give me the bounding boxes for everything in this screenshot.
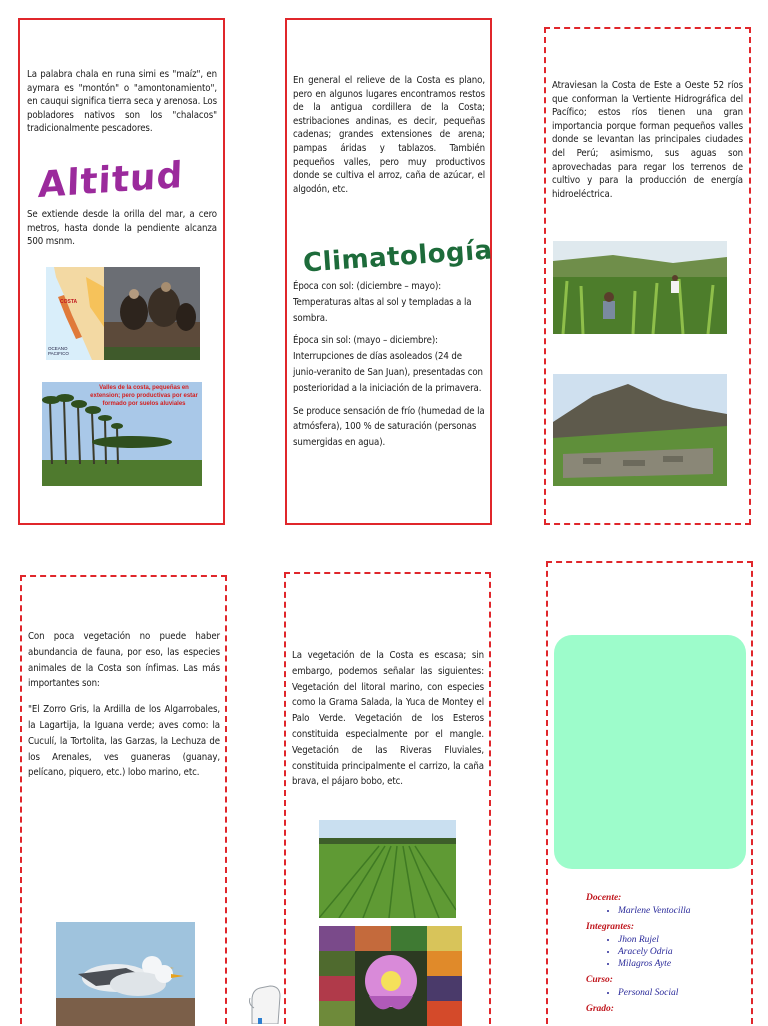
glove-icon <box>246 980 284 1024</box>
fauna-list-text: "El Zorro Gris, la Ardilla de los Algarrobales, la Lagartija, la Iguana verde; aves como: la Cuculí, la Tortolita, las Garzas, la Lechuza de los Arenales, ves guaneras (guanay, pelícano, piquero, etc.) lobo marino, etc. <box>28 704 220 779</box>
credits-list <box>586 893 751 1017</box>
panel-climatologia <box>285 18 492 525</box>
integrantes-label: Integrantes: <box>586 922 635 932</box>
epoca-sin-sol-text: Época sin sol: (mayo – diciembre): Interrupciones de días asoleados (24 de junio-veranito de San Juan), presentadas con posterioridad a la iniciación de la primavera. <box>293 335 483 394</box>
coastal-birds-photo <box>104 267 200 360</box>
title-box <box>554 635 746 869</box>
valles-caption: Valles de la costa, pequeñas en extension; pero productivas por estar formado por suelos aluviales <box>90 385 198 407</box>
docente-label: Docente: <box>586 893 622 903</box>
map-label-ocean: OCEANO PACIFICO <box>48 346 69 356</box>
docente-item: • Marlene Ventocilla <box>618 906 751 916</box>
frio-text: Se produce sensación de frío (humedad de la atmósfera), 100 % de saturación (personas sumergidas en agua). <box>293 405 485 449</box>
curso-list <box>586 988 751 998</box>
altitud-heading: Altitud <box>37 154 184 207</box>
vegetacion-text: La vegetación de la Costa es escasa; sin embargo, podemos señalar las siguientes: Vegetación del litoral marino, con especies como la Grama Salada, la Yuca de Montey el Palo Verde. Vegetación de los Esteros constituida especialmente por el mangle. Vegetación de las Riveras Fluviales, constituida principalmente el carrizo, la caña brava, el pájaro bobo, etc. <box>292 650 484 788</box>
panel-altitud <box>18 18 225 525</box>
integrante-item: • Aracely Odria <box>618 947 751 957</box>
panel-fauna <box>20 575 227 1024</box>
fauna-text <box>28 629 220 788</box>
integrante-item: • Milagros Ayte <box>618 959 751 969</box>
chala-intro-text: La palabra chala en runa simi es "maíz", en aymara es "montón" o "amontonamiento", en cauqui significa tierra seca y arenosa. Los pobladores nativos son los "chalacos" tradicionalmente pescadores. <box>27 69 217 135</box>
map-label-costa: COSTA <box>60 299 78 305</box>
curso-label: Curso: <box>586 975 613 985</box>
curso-item: • Personal Social <box>618 988 751 998</box>
grado-label: Grado: <box>586 1004 614 1014</box>
epoca-sol-text: Época con sol: (diciembre – mayo): Temperaturas altas al sol y templadas a la sombra. <box>293 281 472 324</box>
panel-rios <box>544 27 751 525</box>
docente-list <box>586 906 751 916</box>
climatologia-heading: Climatología <box>302 235 494 279</box>
integrantes-list <box>586 935 751 969</box>
relieve-text: En general el relieve de la Costa es plano, pero en algunos lugares encontramos restos de la antigua cordillera de la Costa; estribaciones andinas, es decir, pequeñas cadenas; grandes extensiones de arena; pampas áridas y tablazos. También pequeños valles, pero muy productivos donde se cultiva el arroz, caña de azúcar, el algodón, etc. <box>293 75 485 195</box>
coastal-valley-photo <box>42 382 202 486</box>
seagulls-photo <box>56 922 195 1026</box>
panel-credits <box>546 561 753 1024</box>
valley-ruins-photo <box>553 374 727 486</box>
corn-field-photo <box>553 241 727 334</box>
climate-text <box>293 279 485 458</box>
panel-vegetacion <box>284 572 491 1024</box>
rios-text: Atraviesan la Costa de Este a Oeste 52 ríos que conforman la Vertiente Hidrográfica del Pacífico; estos ríos tienen una gran importancia porque forman pequeños valles donde se levantan las principales ciudades del Perú; asimismo, sus aguas son aprovechadas para regar los terrenos de cultivo y para la producción de energía hidroeléctrica. <box>552 80 743 200</box>
flora-collage-photo <box>319 926 462 1026</box>
altitud-text: Se extiende desde la orilla del mar, a cero metros, hasta donde la pendiente alcanza 500 msnm. <box>27 209 217 248</box>
integrante-item: • Jhon Rujel <box>618 935 751 945</box>
fauna-intro-text: Con poca vegetación no puede haber abundancia de fauna, por eso, las especies animales de la Costa son ínfimas. Las más importantes son: <box>28 631 220 690</box>
rice-field-photo <box>319 820 456 918</box>
